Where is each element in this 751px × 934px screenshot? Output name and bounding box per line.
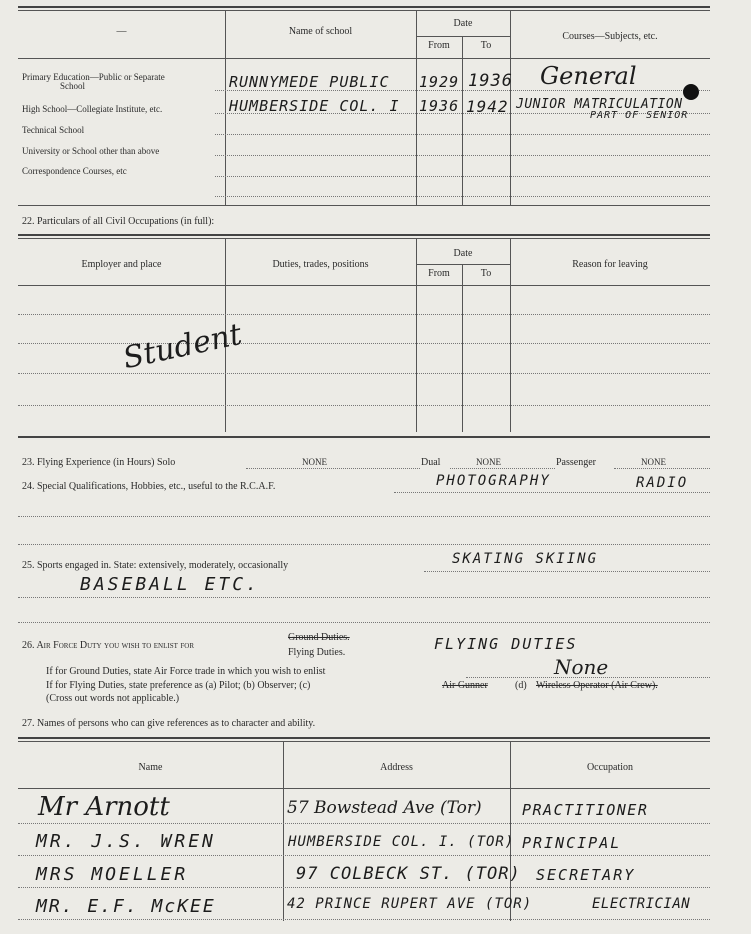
reference-occupation: ELECTRICIAN — [592, 896, 691, 912]
references-title: 27. Names of persons who can give references as to character and ability. — [22, 718, 316, 729]
correspondence-label: Correspondence Courses, etc — [22, 166, 127, 176]
from-header: From — [428, 40, 450, 51]
primary-school-name: RUNNYMEDE PUBLIC — [229, 73, 390, 91]
high-school-name: HUMBERSIDE COL. I — [229, 97, 400, 115]
flying-label: 23. Flying Experience (in Hours) Solo — [22, 457, 176, 468]
sports-value-1: SKATING SKIING — [452, 551, 599, 567]
primary-from: 1929 — [419, 73, 460, 91]
ground-duty-line: If for Ground Duties, state Air Force trade in which you wish to enlist — [46, 666, 326, 677]
dash-header: — — [116, 26, 127, 37]
high-from: 1936 — [419, 97, 460, 115]
primary-courses: General — [540, 62, 637, 90]
duty-value: FLYING DUTIES — [434, 635, 578, 653]
reference-occupation: PRACTITIONER — [522, 801, 649, 819]
qualification-1: PHOTOGRAPHY — [436, 473, 551, 489]
reference-address: 57 Bowstead Ave (Tor) — [287, 798, 482, 818]
cross-out-note: (Cross out words not applicable.) — [46, 693, 180, 704]
high-to: 1942 — [466, 97, 509, 116]
ink-blot — [683, 84, 699, 100]
civil-date-header: Date — [453, 248, 473, 259]
reference-name: MR. J.S. WREN — [36, 831, 216, 852]
civil-to-header: To — [480, 268, 492, 279]
reference-name: MR. E.F. McKEE — [36, 896, 216, 917]
primary-to: 1936 — [468, 71, 513, 91]
duty-option-flying: Flying Duties. — [288, 647, 346, 658]
ref-address-header: Address — [380, 762, 413, 773]
high-courses-note: PART OF SENIOR — [590, 110, 689, 121]
passenger-value: NONE — [641, 457, 666, 467]
duty-label: 26. Air Force Duty you wish to enlist for — [22, 640, 194, 651]
civil-entry: Student — [120, 316, 245, 377]
technical-school-label: Technical School — [22, 125, 85, 135]
passenger-label: Passenger — [556, 457, 596, 468]
primary-label-1: Primary Education—Public or Separate — [22, 72, 165, 82]
reference-name: MRS MOELLER — [36, 864, 189, 885]
flying-duty-line-a: If for Flying Duties, state preference as (a) Pilot; (b) Observer; (c) — [46, 680, 311, 691]
sports-label: 25. Sports engaged in. State: extensively, moderately, occasionally — [22, 560, 289, 571]
flying-duty-line-b: (d) — [515, 680, 527, 691]
employer-header: Employer and place — [81, 259, 162, 270]
reference-address: 42 PRINCE RUPERT AVE (TOR) — [287, 896, 533, 912]
ref-occupation-header: Occupation — [586, 762, 634, 773]
qualifications-label: 24. Special Qualifications, Hobbies, etc., useful to the R.C.A.F. — [22, 481, 276, 492]
civil-from-header: From — [428, 268, 450, 279]
dual-value: NONE — [476, 457, 501, 467]
university-label: University or School other than above — [22, 146, 160, 156]
date-header: Date — [453, 18, 473, 29]
solo-value: NONE — [302, 457, 327, 467]
option-wireless-operator: Wireless Operator (Air Crew). — [536, 680, 658, 691]
high-courses: JUNIOR MATRICULATION — [516, 97, 683, 112]
high-school-label: High School—Collegiate Institute, etc. — [22, 104, 163, 114]
duty-option-ground: Ground Duties. — [288, 632, 350, 643]
ref-name-header: Name — [138, 762, 163, 773]
reference-occupation: SECRETARY — [536, 866, 636, 884]
reason-header: Reason for leaving — [572, 259, 648, 270]
reference-name: Mr Arnott — [38, 792, 170, 822]
primary-label-2: School — [60, 81, 86, 91]
reference-address: HUMBERSIDE COL. I. (TOR) — [288, 834, 515, 850]
sports-value-2: BASEBALL ETC. — [80, 574, 260, 595]
qualification-2: RADIO — [636, 475, 689, 491]
to-header: To — [480, 40, 492, 51]
courses-header: Courses—Subjects, etc. — [562, 31, 658, 42]
school-name-header: Name of school — [288, 26, 353, 37]
civil-title: 22. Particulars of all Civil Occupations (in full): — [22, 216, 215, 227]
ground-duty-value: None — [554, 655, 609, 679]
reference-address: 97 COLBECK ST. (TOR) — [296, 864, 521, 884]
option-air-gunner: Air Gunner — [442, 680, 488, 691]
dual-label: Dual — [421, 457, 441, 468]
reference-occupation: PRINCIPAL — [522, 834, 622, 852]
duties-header: Duties, trades, positions — [272, 259, 369, 270]
